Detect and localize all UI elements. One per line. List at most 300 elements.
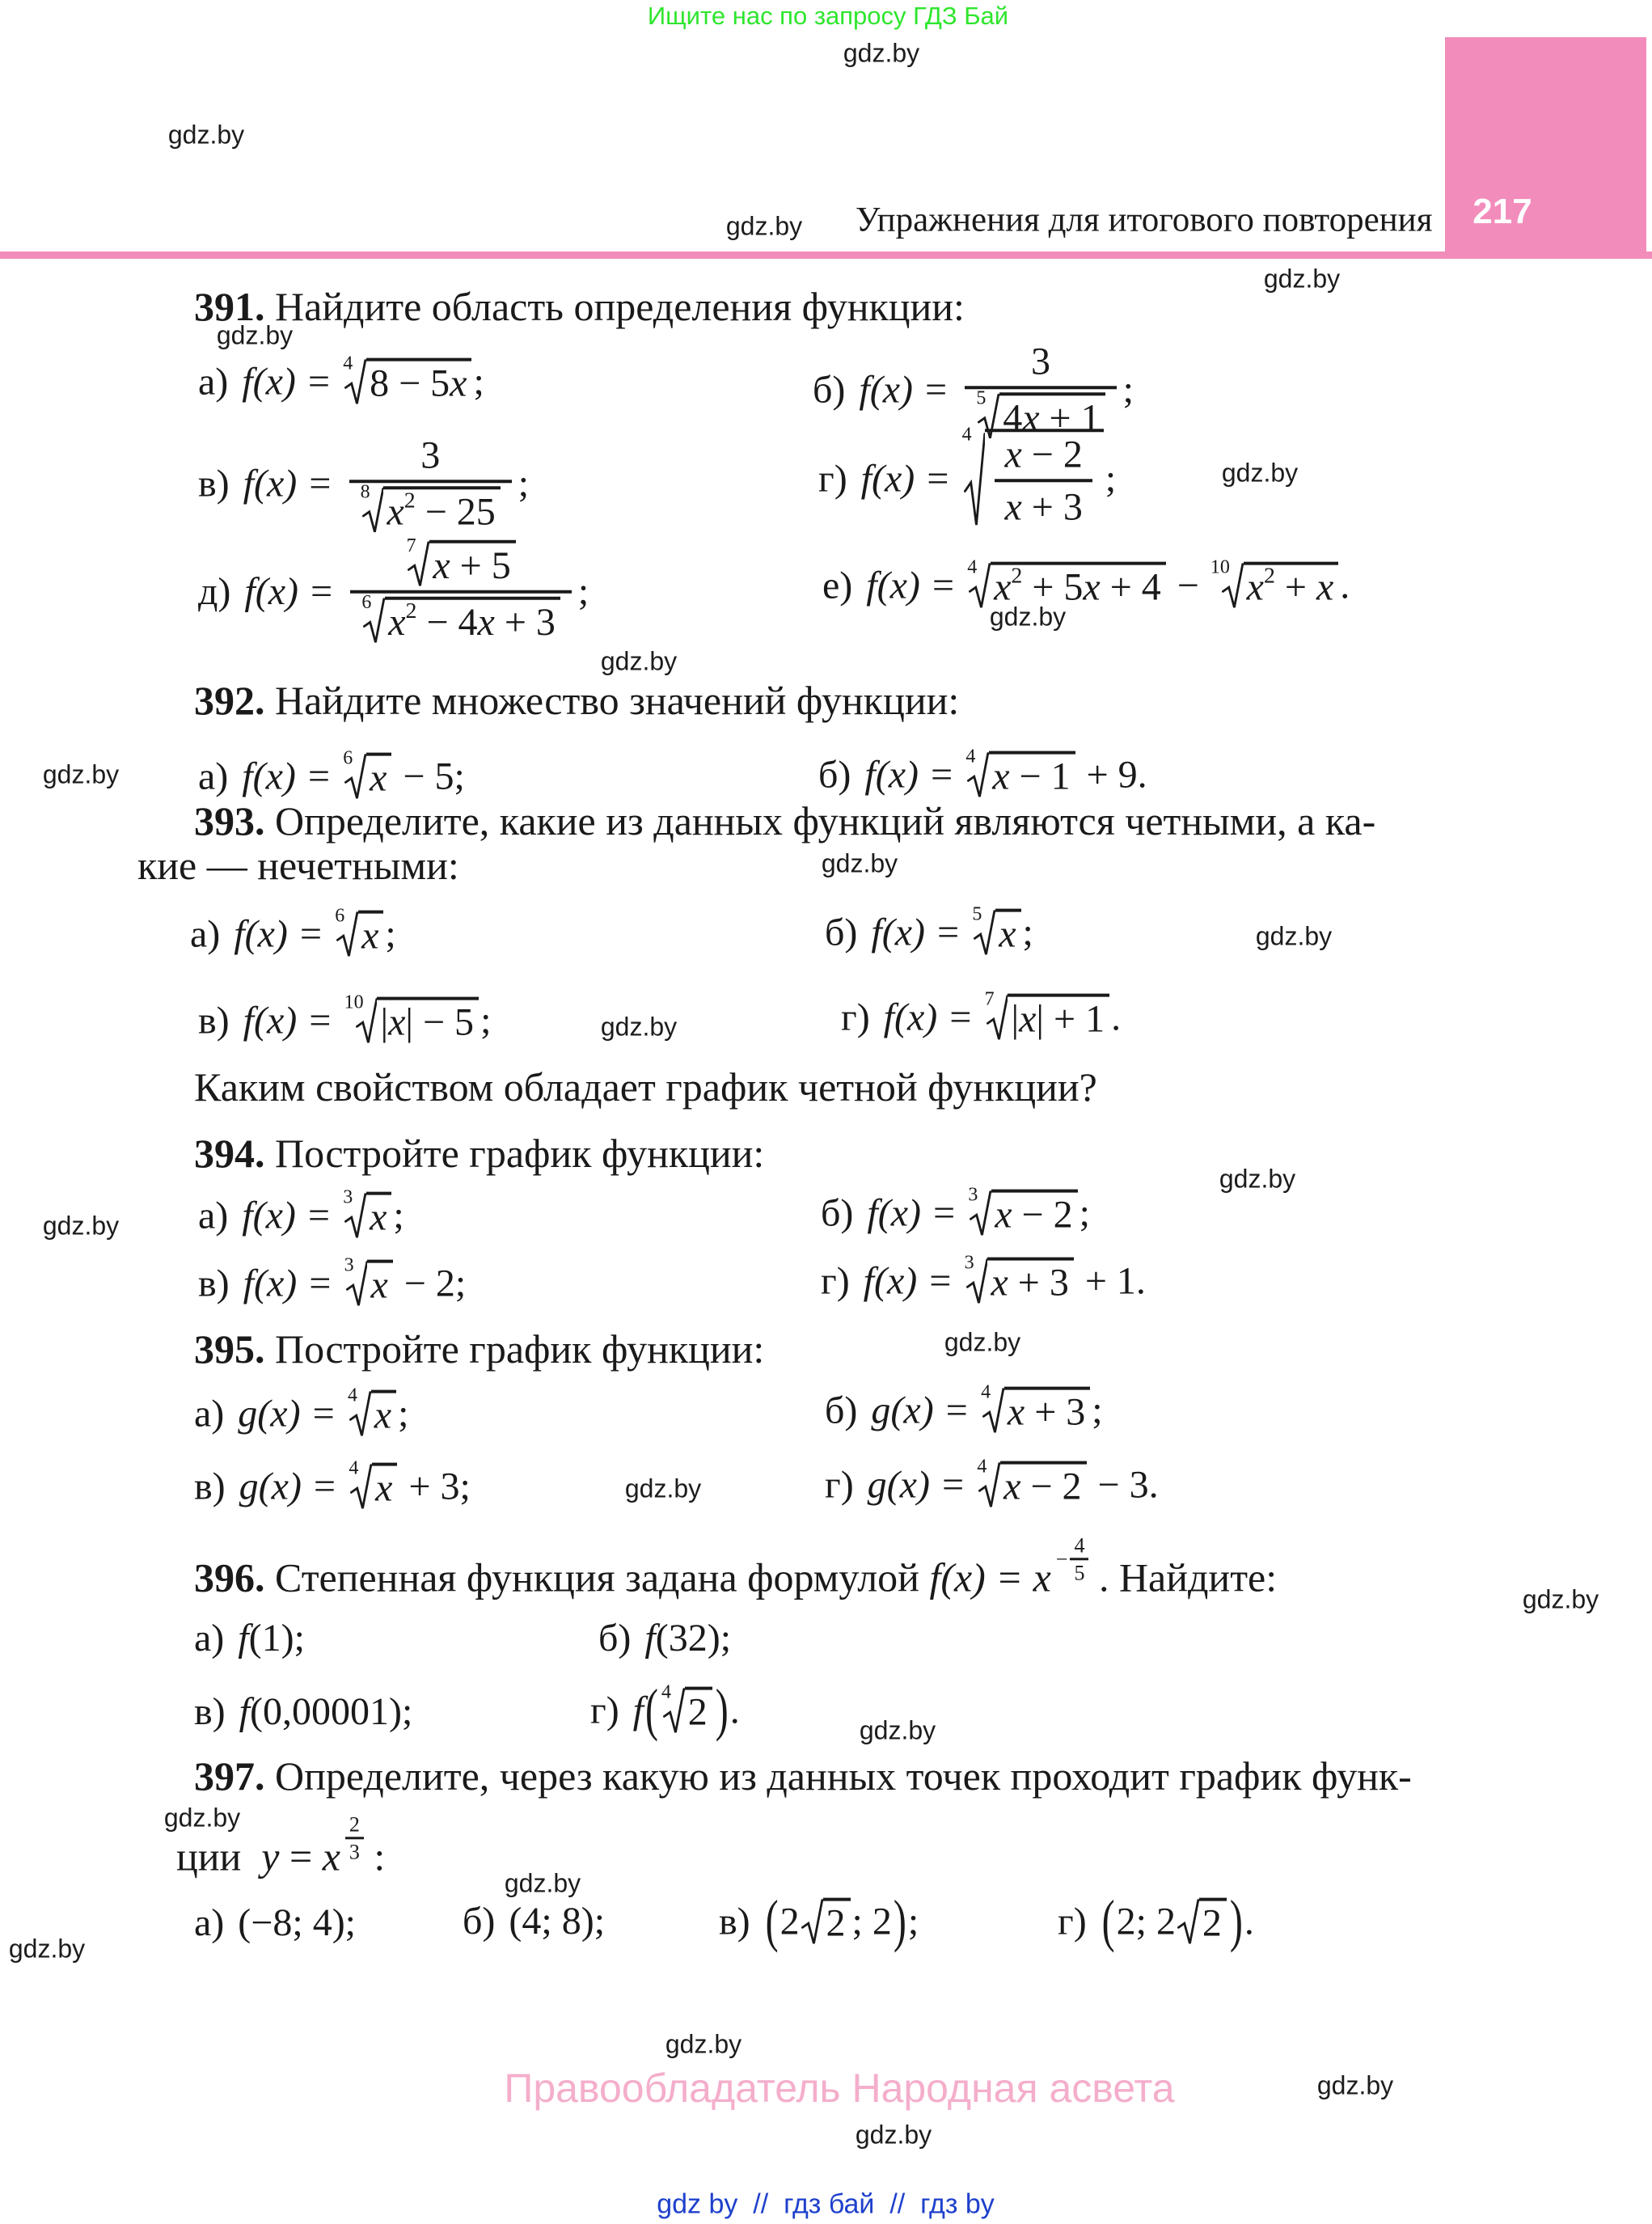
- math-token: x: [1022, 396, 1040, 439]
- math-token: + 4: [1100, 565, 1161, 609]
- math-token: [981, 1381, 1090, 1435]
- math-token: x: [388, 600, 406, 644]
- math-token: [385, 597, 560, 645]
- math-token: g(x) =: [867, 1463, 976, 1507]
- math-token: −: [1167, 564, 1209, 607]
- equation-396-v: [194, 1690, 412, 1734]
- math-token: ; 2: [851, 1900, 892, 1943]
- watermark-gdzby: gdz.by: [504, 1868, 581, 1898]
- item-label: б): [598, 1617, 632, 1660]
- item-label: в): [194, 1465, 226, 1508]
- watermark-gdzby: gdz.by: [1522, 1584, 1599, 1614]
- math-token: 10: [344, 991, 364, 1013]
- math-token: f(x) =: [867, 1191, 967, 1235]
- watermark-gdzby: gdz.by: [855, 2120, 932, 2150]
- math-token: − 2;: [394, 1262, 467, 1305]
- math-token: x: [1246, 565, 1264, 609]
- item-label: б): [813, 368, 846, 412]
- math-token: 2: [687, 1690, 708, 1734]
- math-token: 4: [967, 556, 978, 578]
- item-label: д): [198, 570, 231, 614]
- math-token: y: [261, 1833, 280, 1879]
- item-label: а): [194, 1901, 225, 1945]
- math-token: .: [1244, 1900, 1254, 1943]
- watermark-gdzby: gdz.by: [725, 211, 803, 241]
- math-token: 2; 2: [1116, 1900, 1176, 1943]
- item-label: б): [825, 1389, 858, 1432]
- math-token: 4: [343, 353, 353, 374]
- math-token: [1210, 556, 1338, 610]
- equation-394-v: [198, 1254, 467, 1308]
- math-token: 4: [981, 1381, 991, 1403]
- math-token: g(x) =: [871, 1389, 980, 1432]
- math-token: − 2: [1012, 1193, 1073, 1237]
- problem-394-heading: [194, 1129, 764, 1178]
- problem-391-title: Найдите область определения функции:: [264, 284, 965, 329]
- math-token: [429, 540, 515, 588]
- problem-397-number: 397.: [194, 1753, 265, 1799]
- equation-395-a: [194, 1385, 409, 1438]
- math-token: f(x) = x: [929, 1554, 1051, 1600]
- problem-393-heading: [194, 797, 1375, 845]
- math-token: [1021, 340, 1060, 386]
- math-token: ;: [1079, 1191, 1090, 1235]
- math-token: ции: [176, 1833, 262, 1879]
- math-token: − 1: [1009, 755, 1071, 798]
- math-token: |: [1011, 997, 1020, 1041]
- math-token: f(x) =: [234, 912, 334, 956]
- math-token: 3: [420, 433, 441, 477]
- math-token: 2: [405, 598, 417, 624]
- math-token: [371, 1390, 396, 1438]
- math-token: [991, 562, 1166, 610]
- math-token: [965, 340, 1116, 440]
- point-397-b: [463, 1900, 605, 1943]
- watermark-gdzby: gdz.by: [1221, 458, 1299, 488]
- math-token: 3: [344, 1254, 354, 1276]
- math-token: ): [1229, 1888, 1243, 1954]
- math-token: [366, 358, 471, 406]
- point-397-a: [194, 1901, 356, 1945]
- math-token: 2: [349, 1812, 360, 1837]
- math-token: (: [645, 1677, 658, 1743]
- problem-395-heading: [194, 1325, 764, 1373]
- item-label: б): [818, 753, 851, 797]
- math-token: 3: [964, 1252, 974, 1274]
- math-token: x: [992, 755, 1010, 798]
- math-token: f: [632, 1689, 644, 1732]
- math-token: f(x) =: [863, 1259, 963, 1303]
- math-token: ;: [577, 570, 589, 614]
- equation-393-a: [190, 905, 396, 958]
- math-token: (4; 8);: [509, 1900, 606, 1943]
- math-token: ;: [385, 912, 396, 956]
- watermark-gdzby: gdz.by: [989, 602, 1067, 632]
- math-token: 7: [406, 535, 416, 556]
- watermark-gdzby: gdz.by: [216, 320, 294, 350]
- math-token: 4: [965, 746, 976, 767]
- math-token: 3: [968, 1184, 978, 1206]
- equation-394-g: [821, 1252, 1146, 1305]
- math-token: g(x) =: [239, 1465, 348, 1508]
- math-token: x: [1007, 1390, 1025, 1434]
- math-token: x: [999, 912, 1016, 956]
- watermark-gdzby: gdz.by: [859, 1715, 936, 1745]
- math-token: 2: [1263, 564, 1275, 589]
- math-token: 4: [661, 1681, 671, 1703]
- math-token: 4: [961, 424, 972, 446]
- item-label: б): [821, 1191, 854, 1235]
- math-token: [984, 988, 1109, 1042]
- math-token: [1070, 1533, 1088, 1584]
- math-token: [964, 1252, 1074, 1305]
- math-token: 2: [1202, 1901, 1222, 1945]
- math-token: =: [279, 1833, 323, 1879]
- math-token: x: [1316, 565, 1334, 609]
- math-token: [965, 746, 1075, 799]
- math-token: x: [387, 490, 404, 533]
- math-token: [349, 433, 512, 534]
- math-token: [987, 1258, 1073, 1305]
- math-token: [995, 479, 1092, 529]
- item-label: г): [818, 457, 847, 501]
- watermark-gdzby: gdz.by: [624, 1474, 702, 1503]
- equation-395-b: [825, 1381, 1103, 1435]
- math-token: x: [995, 1193, 1012, 1237]
- math-token: [972, 903, 1020, 957]
- math-token: [1000, 1461, 1086, 1509]
- equation-391-v: [198, 433, 529, 534]
- problem-397-heading: [194, 1752, 1412, 1800]
- math-token: + 1.: [1075, 1259, 1146, 1303]
- equation-394-b: [821, 1184, 1090, 1237]
- math-token: [361, 591, 560, 645]
- watermark-gdzby: gdz.by: [8, 1934, 86, 1964]
- math-token: f(x) =: [243, 462, 343, 505]
- math-token: 4: [349, 1457, 359, 1479]
- math-token: x: [375, 1466, 393, 1510]
- math-token: 2: [826, 1901, 846, 1945]
- math-token: f(x) =: [871, 911, 971, 954]
- math-token: − 3.: [1088, 1463, 1159, 1507]
- problem-391-number: 391.: [194, 284, 265, 329]
- watermark-gdzby: gdz.by: [42, 1211, 120, 1241]
- math-token: [967, 556, 1166, 610]
- math-token: [350, 590, 572, 645]
- math-token: 3: [343, 1186, 353, 1208]
- math-token: ;: [393, 1194, 404, 1237]
- math-token: f(x) =: [242, 1194, 342, 1237]
- watermark-gdzby: gdz.by: [1316, 2070, 1394, 2100]
- math-token: [685, 1687, 712, 1735]
- problem-395-title: Постройте график функции:: [264, 1326, 765, 1372]
- math-token: [661, 1681, 712, 1735]
- math-token: ;: [518, 462, 530, 505]
- item-label: г): [821, 1259, 850, 1303]
- item-label: б): [825, 911, 858, 954]
- point-397-g: [1058, 1888, 1254, 1954]
- math-token: (: [1101, 1888, 1115, 1954]
- math-token: [801, 1898, 851, 1946]
- math-token: ): [893, 1888, 906, 1954]
- math-token: x: [361, 914, 379, 958]
- problem-396-heading: [194, 1533, 1278, 1602]
- math-token: ;: [398, 1392, 409, 1435]
- equation-391-d: [198, 535, 589, 645]
- equation-392-a: [198, 747, 465, 801]
- watermark-gdzby: gdz.by: [1255, 921, 1333, 951]
- math-token: f(x) =: [866, 564, 966, 607]
- math-token: [823, 1898, 851, 1946]
- math-token: [989, 751, 1075, 799]
- math-token: | + 1: [1036, 997, 1105, 1041]
- item-label: в): [194, 1690, 226, 1734]
- math-token: [985, 429, 1103, 529]
- math-token: x: [991, 1261, 1008, 1304]
- math-token: 2: [1011, 564, 1023, 589]
- problem-392-number: 392.: [194, 678, 265, 723]
- problem-397-title-line1: Определите, через какую из данных точек проходит график функ-: [264, 1753, 1412, 1799]
- math-token: + 3: [1025, 1390, 1086, 1434]
- math-token: [347, 1385, 396, 1438]
- math-token: 3: [1031, 340, 1050, 383]
- math-token: ;: [907, 1900, 919, 1943]
- math-token: (: [765, 1888, 779, 1954]
- math-token: [377, 997, 479, 1045]
- equation-391-g: [818, 424, 1117, 529]
- math-token: x: [370, 1195, 387, 1239]
- math-token: f(x) =: [883, 996, 983, 1039]
- promo-banner: Ищите нас по запросу ГДЗ Бай: [647, 2, 1009, 30]
- math-token: [343, 747, 391, 801]
- math-token: 10: [1210, 556, 1230, 578]
- math-token: − 2: [1020, 1465, 1082, 1508]
- math-token: [343, 1186, 391, 1240]
- math-token: 7: [984, 988, 995, 1010]
- item-label: а): [198, 1194, 229, 1237]
- math-token: − 5;: [393, 755, 465, 798]
- math-token: .: [1111, 996, 1122, 1039]
- watermark-gdzby: gdz.by: [1219, 1164, 1296, 1194]
- problem-394-number: 394.: [194, 1131, 265, 1176]
- watermark-gdzby: gdz.by: [42, 759, 120, 789]
- math-token: Степенная функция задана формулой: [264, 1554, 930, 1600]
- header-rule: [0, 252, 1652, 259]
- math-token: [349, 480, 512, 534]
- problem-391-heading: [194, 282, 965, 331]
- math-token: [801, 1898, 823, 1946]
- item-label: а): [194, 1617, 225, 1660]
- math-token: ;: [473, 360, 484, 404]
- math-token: + 5: [1022, 565, 1084, 609]
- math-token: + 9.: [1076, 753, 1147, 797]
- math-token: 5: [1070, 1558, 1088, 1584]
- watermark-gdzby: gdz.by: [600, 1012, 678, 1042]
- math-token: + 3;: [399, 1465, 471, 1508]
- math-token: [406, 535, 516, 588]
- math-token: 6: [335, 905, 345, 927]
- problem-393-question: Каким свойством обладает график четной функции?: [194, 1064, 1097, 1110]
- item-label: а): [198, 360, 229, 404]
- problem-393-number: 393.: [194, 798, 265, 844]
- math-token: −: [1055, 1547, 1068, 1571]
- watermark-gdzby: gdz.by: [163, 1803, 241, 1833]
- math-token: [395, 535, 527, 590]
- math-token: f(x) =: [864, 753, 965, 797]
- item-label: б): [463, 1900, 496, 1943]
- math-token: [383, 486, 500, 534]
- math-token: [367, 1260, 392, 1308]
- item-label: в): [198, 1262, 230, 1305]
- math-token: 6: [343, 747, 353, 769]
- math-token: [343, 353, 471, 406]
- math-token: [991, 1190, 1077, 1237]
- math-token: ;: [1105, 457, 1117, 501]
- math-token: [1008, 994, 1109, 1042]
- math-token: [1177, 1898, 1199, 1946]
- item-label: г): [825, 1463, 854, 1507]
- equation-395-g: [825, 1456, 1159, 1509]
- math-token: :: [363, 1833, 386, 1879]
- math-token: [366, 1192, 391, 1240]
- watermark-gdzby: gdz.by: [1263, 264, 1341, 294]
- math-token: [344, 1254, 393, 1308]
- math-token: [977, 1456, 1086, 1509]
- math-token: − 4: [416, 600, 478, 644]
- math-token: x: [374, 1393, 392, 1437]
- math-token: g(x) =: [238, 1392, 346, 1435]
- math-token: 396.: [194, 1554, 265, 1600]
- math-token: + 3: [1021, 485, 1083, 528]
- watermark-gdzby: gdz.by: [167, 120, 245, 150]
- math-token: + 3: [494, 600, 556, 644]
- math-token: x: [388, 1000, 406, 1044]
- math-token: f(x) =: [243, 999, 343, 1042]
- math-token: ;: [480, 999, 492, 1042]
- math-token: 4: [1003, 396, 1023, 439]
- math-token: 8 − 5: [370, 362, 450, 405]
- math-token: (1);: [248, 1617, 305, 1660]
- math-token: [366, 753, 391, 801]
- math-token: x: [994, 565, 1012, 609]
- math-token: |: [380, 1000, 389, 1044]
- math-token: x: [370, 756, 387, 800]
- math-token: | − 5: [405, 1000, 475, 1044]
- math-token: 4: [1074, 1533, 1085, 1558]
- math-token: [360, 481, 501, 534]
- equation-393-b: [825, 903, 1033, 957]
- problem-393-title-line1: Определите, какие из данных функций являются четными, а ка-: [264, 798, 1376, 844]
- math-token: [1004, 1387, 1090, 1435]
- math-token: [1177, 1898, 1227, 1946]
- math-token: (32);: [655, 1617, 732, 1660]
- math-token: [995, 433, 1092, 479]
- math-token: f(x) =: [859, 368, 959, 412]
- math-token: − 25: [415, 490, 496, 533]
- math-token: 3: [345, 1837, 364, 1863]
- math-token: [349, 1457, 397, 1511]
- equation-396-b: [598, 1617, 731, 1660]
- equation-391-a: [198, 353, 484, 406]
- math-token: [1056, 1533, 1089, 1584]
- equation-392-b: [818, 746, 1147, 799]
- math-token: (0,00001);: [250, 1690, 413, 1734]
- item-label: в): [198, 999, 230, 1042]
- footer-links[interactable]: gdz by // гдз бай // гдз by: [657, 2188, 995, 2220]
- item-label: е): [822, 564, 853, 607]
- math-token: x: [1004, 433, 1022, 476]
- math-token: 8: [360, 481, 370, 502]
- math-token: x: [322, 1833, 340, 1879]
- math-token: . Найдите:: [1088, 1554, 1278, 1600]
- math-token: [335, 905, 383, 958]
- item-label: а): [194, 1392, 225, 1435]
- math-token: f(x) =: [242, 755, 342, 798]
- math-token: 2: [403, 488, 416, 514]
- math-token: ;: [1022, 911, 1033, 954]
- math-token: + 3: [1008, 1261, 1069, 1304]
- math-token: [995, 433, 1092, 529]
- math-token: ): [715, 1677, 729, 1743]
- math-token: +: [1274, 565, 1316, 609]
- math-token: ;: [1092, 1389, 1103, 1432]
- math-token: f(x) =: [244, 570, 344, 614]
- math-token: [1244, 562, 1339, 610]
- equation-391-b: [813, 340, 1134, 440]
- equation-396-g: [590, 1677, 740, 1743]
- math-token: 4: [977, 1456, 987, 1478]
- math-token: ;: [1122, 368, 1134, 412]
- item-label: г): [841, 996, 870, 1039]
- math-token: + 5: [450, 543, 511, 587]
- math-token: [350, 535, 572, 645]
- math-token: f: [239, 1690, 250, 1734]
- math-token: [995, 909, 1020, 957]
- math-token: [968, 1184, 1077, 1237]
- math-token: [1199, 1898, 1227, 1946]
- running-header: Упражнения для итогового повторения: [856, 201, 1433, 239]
- math-token: [345, 1812, 364, 1863]
- problem-395-number: 395.: [194, 1326, 265, 1372]
- math-token: [358, 911, 383, 958]
- math-token: x: [450, 362, 467, 405]
- watermark-gdzby: gdz.by: [600, 646, 678, 676]
- math-token: f(x) =: [860, 457, 961, 501]
- math-token: x: [1019, 997, 1037, 1041]
- math-token: f: [238, 1617, 249, 1660]
- math-token: x: [433, 543, 450, 587]
- item-label: в): [198, 462, 230, 505]
- page-number: 217: [1472, 192, 1532, 231]
- math-token: (−8; 4);: [238, 1901, 357, 1945]
- copyright-line: Правообладатель Народная асвета: [504, 2065, 1175, 2111]
- equation-393-v: [198, 991, 492, 1045]
- watermark-gdzby: gdz.by: [821, 848, 898, 878]
- item-label: а): [198, 755, 229, 798]
- math-token: [344, 991, 479, 1045]
- math-token: x: [370, 1263, 388, 1307]
- item-label: а): [190, 912, 221, 956]
- problem-392-heading: [194, 676, 959, 725]
- problem-393-title-line2: кие — нечетными:: [137, 843, 459, 888]
- math-token: x: [1004, 485, 1022, 528]
- watermark-gdzby: gdz.by: [843, 38, 920, 68]
- math-token: .: [1340, 564, 1350, 607]
- problem-394-title: Постройте график функции:: [264, 1131, 765, 1176]
- math-token: 6: [361, 591, 372, 613]
- item-label: в): [719, 1900, 750, 1943]
- math-token: x: [477, 600, 495, 644]
